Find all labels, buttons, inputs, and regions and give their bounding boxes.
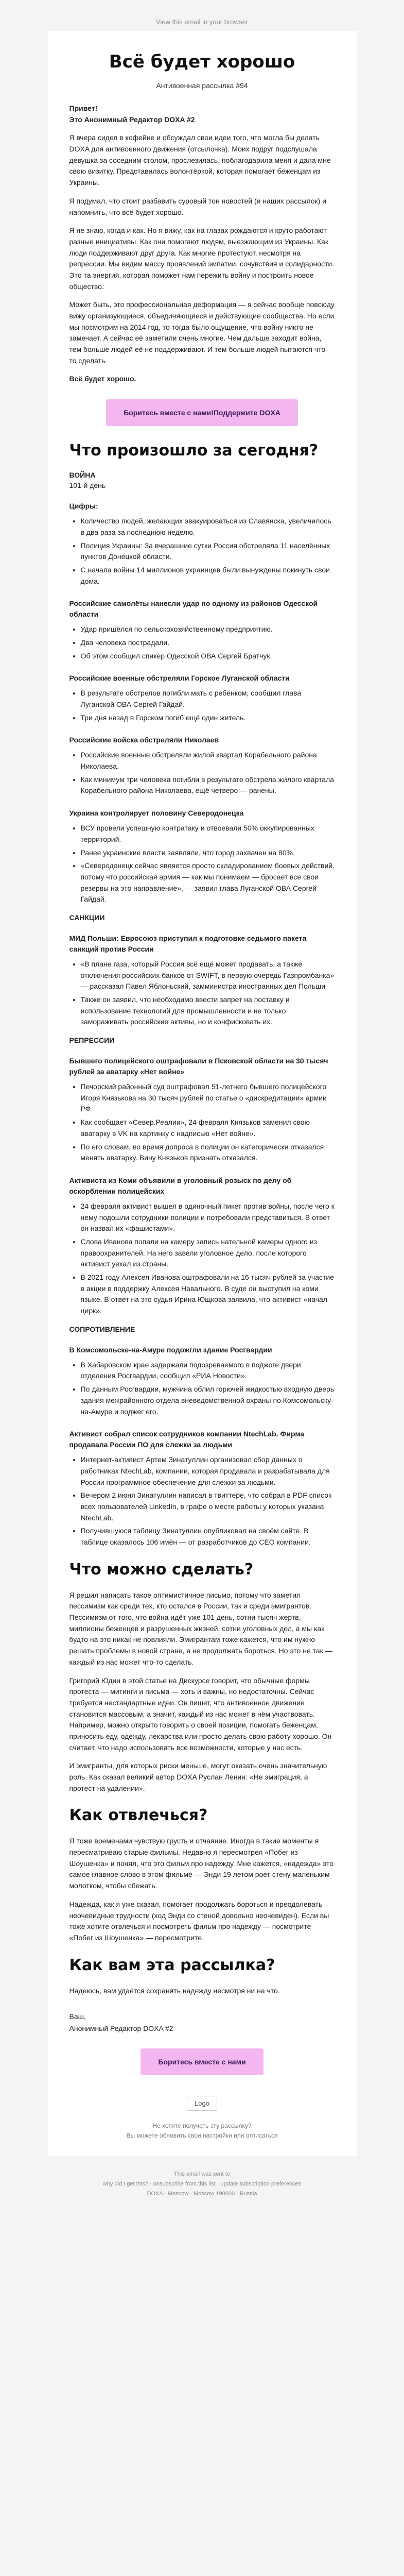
list-item: • Интернет-активист Артем Зинатуллин организовал сбор данных о работниках NtechLab, компании, которая продавала и разрабатывала для России программное обеспечение для слежки за людьми. xyxy=(81,1454,335,1488)
view-in-browser-link[interactable]: View this email in your browser xyxy=(156,18,248,26)
sanctions-heading: МИД Польши: Евросоюз приступил к подготовке седьмого пакета санкций против России xyxy=(69,934,307,953)
support-button[interactable]: Боритесь вместе с нами!Поддержите DOXA xyxy=(106,399,298,426)
komi-heading: Активиста из Коми объявили в уголовный розыск по делу об оскорблении полицейских xyxy=(69,1176,292,1195)
list-item: • Удар пришёлся по сельскохозяйственному предприятию. xyxy=(81,624,335,635)
list-item: • Получившуюся таблицу Зинатуллин опубликовал на своём сайте. В таблице оказалось 106 имён — от разработчиков до CEO компании. xyxy=(81,1526,335,1548)
gorskoe-list xyxy=(69,688,335,723)
greeting xyxy=(69,103,335,125)
footer-address: DOXA · Moscow · Moscow 190000 · Russia xyxy=(147,2190,257,2197)
footer-links[interactable]: why did I get this? · unsubscribe from this list · update subscription preferences xyxy=(102,2181,302,2188)
logo xyxy=(69,2096,335,2111)
list-item: • Слова Иванова попали на камеру запись нательной камеры одного из правоохранителей. На него завели уголовное дело, после которого активист уехал из страны. xyxy=(81,1236,335,1270)
greeting-text: Привет! xyxy=(69,104,98,112)
what-to-do-paragraph-3: И эмигранты, для которых риски меньше, могут оказать очень значительную роль. Как сказал великий автор DOXA Руслан Ленин: «Не эмиграция, а протест на удалении». xyxy=(69,1761,327,1792)
intro-paragraph-1: Я вчера сидел в кофейне и обсуждал свои идеи того, что могла бы делать DOXA для антивоенного движения (отсылочка). Моих подруг подслушала девушка за соседним столом, прослезилась, поблагодарила меня и дала мне свою визитку. Представилась волонтёркой, которая помогает беженцам из Украины. xyxy=(69,133,331,187)
list-item: • Также он заявил, что необходимо ввести запрет на поставку и использование технологий для промышленности и не только замораживать российские активы, но и конфисковать их. xyxy=(81,994,335,1028)
distract-paragraph-1: Я тоже временами чувствую грусть и отчаяние. Иногда в такие моменты я пересматриваю старые фильмы. Недавно я пересмотрел «Побег из Шоушенка» и понял, что это фильм про надежду. Мне кажется, «надежда» это самое главное слово в этом фильме — Энди 19 летом роет стену маленьким молотком, чтобы сбежать. xyxy=(69,1837,334,1890)
resistance-label: СОПРОТИВЛЕНИЕ xyxy=(69,1325,135,1333)
komsomolsk-heading: В Комсомольске-на-Амуре подожгли здание Росгвардии xyxy=(69,1345,272,1354)
list-item: • «Северодонецк сейчас является просто складированием боевых действий, потому что российская армия — как мы понимаем — бросает все свои резервы на это направление», — заявил глава Луганской ОВА Сергей Гайдай. xyxy=(81,860,335,905)
war-day-count: 101-й день xyxy=(69,481,106,490)
war-label: ВОЙНА xyxy=(69,471,96,480)
numbers-label: Цифры: xyxy=(69,502,98,511)
signature xyxy=(69,2011,335,2034)
odessa-heading: Российские самолёты нанесли удар по одному из районов Одесской области xyxy=(69,599,318,619)
nikolaev-heading: Российские войска обстреляли Николаев xyxy=(69,736,219,744)
section-feedback-title: Как вам эта рассылка? xyxy=(69,1956,275,1974)
komi-list xyxy=(69,1201,335,1317)
signature-line-2: Анонимный Редактор DOXA #2 xyxy=(69,2024,173,2032)
ntechlab-heading: Активист собрал список сотрудников компании NtechLab. Фирма продавала России ПО для слежки за людьми xyxy=(69,1430,305,1449)
section-what-happened-title: Что произошло за сегодня? xyxy=(69,442,319,460)
bottom-support-button[interactable]: Боритесь вместе с нами xyxy=(140,2048,263,2075)
section-what-to-do-title: Что можно сделать? xyxy=(69,1560,254,1579)
what-to-do-paragraph-1: Я решил написать такое оптимистичное письмо, потому что заметил пессимизм как среди тех, кто остался в России, так и среди эмигрантов. Пессимизм от того, что война идёт уже 101 день, сотни тысяч жертв, миллионы беженцев и разрушенных жизней, сотни уголовных дел, а мы как будто на это никак не повлияли. Эмигрантам тоже кажется, что им нужно решать проблемы в новой стране, а не продолжать бороться. Но это не так — каждый из нас может что-то сделать. xyxy=(69,1590,332,1666)
list-item: • По данным Росгвардии, мужчина облил горючей жидкостью входную дверь здания межрайонного отдела вневедомственной охраны по Комсомольску-на-Амуре и поджег его. xyxy=(81,1384,335,1417)
nikolaev-list xyxy=(69,750,335,796)
list-item: • Два человека пострадали. xyxy=(81,637,335,649)
police-list xyxy=(69,1081,335,1164)
komsomolsk-list xyxy=(69,1360,335,1417)
what-to-do-paragraph-2: Григорий Юдин в этой статье на Дискурсе говорит, что обычные формы протеста — митинги и письма — хоть и важны, но недостаточны. Сейчас требуется нестандартные идеи. Он пишет, что антивоенное движение становится массовым, а значит, каждый из нас может в нём участвовать. Например, можно открыто говорить о своей позиции, помогать беженцам, приносить еду, одежду, лекарства или просто делать свою работу хорошо. Он считает, что надо использовать все возможности, которые у нас есть. xyxy=(69,1676,332,1752)
list-item: • «В плане газа, который Россия всё ещё может продавать, а также отключения российских банков от SWIFT, в первую очередь Газпромбанка» — рассказал Павел Яблоньский, замминистра иностранных дел Польши xyxy=(81,959,335,992)
list-item: • Об этом сообщил спикер Одесской ОВА Сергей Братчук. xyxy=(81,651,335,662)
author-line: Это Анонимный Редактор DOXA #2 xyxy=(69,115,195,124)
support-button-wrap xyxy=(69,399,335,426)
intro-paragraph-3: Я не знаю, когда и как. Но я вижу, как на глазах рождаются и круто работают разные инициативы. Как они помогают людям, выезжающим из Украины. Как люди поддерживают друг друга. Как многие протестуют, несмотря на репрессии. Мы видим массу проявлений эмпатии, сочувствия и солидарности. Это та энергия, которая поможет нам пережить войну и построить новое общество. xyxy=(69,226,335,291)
signature-line-1: Ваш, xyxy=(69,2012,86,2021)
list-item: • В Хабаровском крае задержали подозреваемого в поджоге двери отделения Росгвардии, сообщил «РИА Новости». xyxy=(81,1360,335,1382)
list-item: • ВСУ провели успешную контратаку и отвоевали 50% оккупированных территорий. xyxy=(81,823,335,845)
list-item: • Как сообщает «Север.Реалии», 24 февраля Князьков заменил свою аватарку в VK на картинку с надписью «Нет войне». xyxy=(81,1117,335,1139)
police-heading: Бывшего полицейского оштрафовали в Псковской области на 30 тысяч рублей за аватарку «Нет войне» xyxy=(69,1057,328,1076)
list-item: • Количество людей, желающих эвакуироваться из Славянска, увеличилось в два раза за последнюю неделю. xyxy=(81,516,335,538)
list-item: • Как минимум три человека погибли в результате обстрела жилого квартала Корабельного района Николаева, ещё четверо — ранены. xyxy=(81,774,335,796)
list-item: • В результате обстрелов погибли мать с ребёнком, сообщил глава Луганской ОВА Сергей Гайдай. xyxy=(81,688,335,710)
ntechlab-list xyxy=(69,1454,335,1548)
main-title: Всё будет хорошо xyxy=(109,52,295,72)
bottom-button-wrap xyxy=(69,2048,335,2075)
unsubscribe-text: Не хотите получать эту рассылку? xyxy=(152,2122,252,2130)
list-item: • В 2021 году Алексея Иванова оштрафовали на 16 тысяч рублей за участие в акции в поддержку Алексея Навального. В суде он выступил на коми языке. В ответ на это судья Ирина Ющкова заявила, что активист «начал цирк». xyxy=(81,1272,335,1317)
unsubscribe-block xyxy=(69,2121,335,2141)
severodonetsk-heading: Украина контролирует половину Северодонецка xyxy=(69,809,244,818)
footer-sent-to: This email was sent to xyxy=(174,2171,230,2178)
issue-number: Антивоенная рассылка #94 xyxy=(156,81,248,90)
odessa-list xyxy=(69,624,335,662)
sanctions-label: САНКЦИИ xyxy=(69,913,105,922)
intro-paragraph-5: Всё будет хорошо. xyxy=(69,375,136,383)
list-item: • Печорский районный суд оштрафовал 51-летнего бывшего полицейского Игоря Князькова на 30 тысяч рублей по статье о «дискредитации» армии РФ. xyxy=(81,1081,335,1115)
list-item: • С начала войны 14 миллионов украинцев были вынуждены покинуть свои дома. xyxy=(81,565,335,587)
sanctions-list xyxy=(69,959,335,1028)
feedback-paragraph: Надеюсь, вам удаётся сохранять надежду несмотря ни на что. xyxy=(69,1986,280,1995)
severodonetsk-list xyxy=(69,823,335,905)
logo-image: Logo xyxy=(187,2096,217,2111)
list-item: • По его словам, во время допроса в полиции он категорически отказался менять аватарку. Вину Князьков признать отказался. xyxy=(81,1142,335,1164)
numbers-list xyxy=(69,516,335,587)
list-item: • Российские военные обстреляли жилой квартал Корабельного района Николаева. xyxy=(81,750,335,772)
intro-paragraph-4: Может быть, это профессиональная деформация — я сейчас вообще повсюду вижу организующиеся, объединяющиеся и действующие сообщества. Но если мы посмотрим на 2014 год, то тогда было ощущение, что войну никто не замечает. А сейчас её заметили очень многие. Чем дальше заходит война, тем больше людей её не поддерживают. И тем больше людей пытаются что-то сделать. xyxy=(69,300,335,365)
list-item: • Три дня назад в Горском погиб ещё один житель. xyxy=(81,713,335,724)
list-item: • Полиция Украины: За вчерашние сутки Россия обстреляла 11 населённых пунктов Донецкой области. xyxy=(81,540,335,563)
list-item: • Ранее украинские власти заявляли, что город захвачен на 80%. xyxy=(81,848,335,859)
repressions-label: РЕПРЕССИИ xyxy=(69,1036,115,1045)
gorskoe-heading: Российские военные обстреляли Горское Луганской области xyxy=(69,674,290,683)
top-bar xyxy=(0,0,404,31)
unsubscribe-link[interactable]: Вы можете обновить свои настройки или отписаться xyxy=(126,2132,278,2140)
list-item: • Вечером 2 июня Зинатуллин написал в твиттере, что собрал в PDF список всех пользователей LinkedIn, в графе о месте работы у которых указана NtechLab. xyxy=(81,1490,335,1523)
section-distract-title: Как отвлечься? xyxy=(69,1806,208,1825)
intro-paragraph-2: Я подумал, что стоит разбавить суровый тон новостей (и наших рассылок) и напомнить, что всё будет хорошо. xyxy=(69,196,327,216)
list-item: • 24 февраля активист вышел в одиночный пикет против войны, после чего к нему подошли сотрудники полиции и потребовали представиться. В ответ он назвал их «фашистами». xyxy=(81,1201,335,1234)
email-card xyxy=(48,31,357,2156)
distract-paragraph-2: Надежда, как я уже сказал, помогает продолжать бороться и преодолевать неочевидные трудности (ход Энди со стеной довольно неочевиден). Если вы тоже хотите отвлечься и посмотреть фильм про надежду — посмотрите «Побег из Шоушенка» — пересмотрите. xyxy=(69,1900,329,1942)
footer xyxy=(48,2170,357,2198)
